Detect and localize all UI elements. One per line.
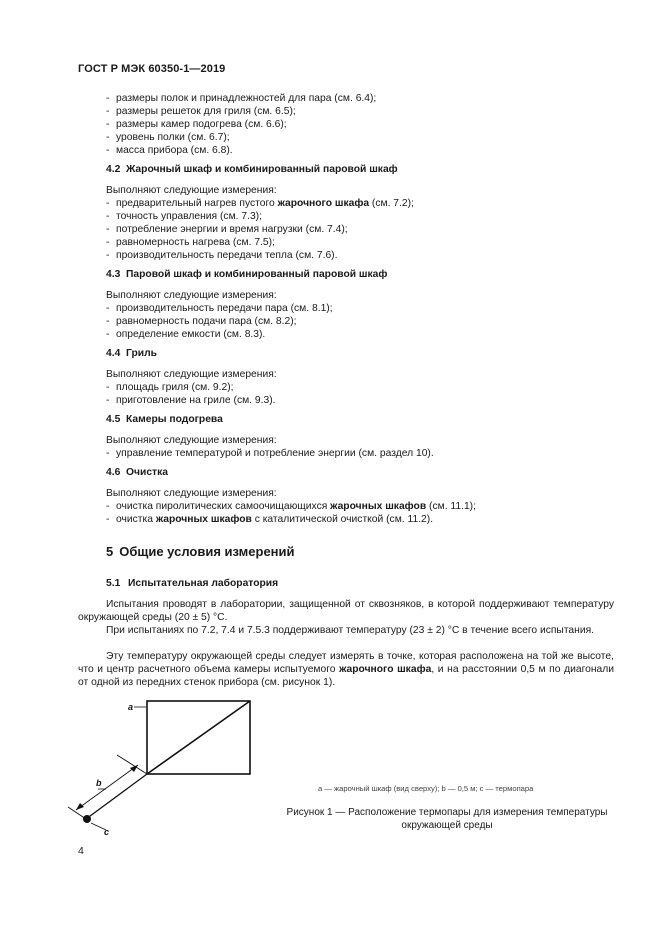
list-item: - потребление энергии и время нагрузки (см. 7.4); <box>106 224 348 235</box>
oven-diagonal <box>147 701 250 774</box>
list-item: - уровень полки (см. 6.7); <box>106 132 230 143</box>
section-heading-4-6: 4.6 Очистка <box>106 467 168 478</box>
page-number: 4 <box>78 845 84 857</box>
paragraph-measurement-point: Эту температуру окружающей среды следует измерять в точке, которая расположена на той же высоте, что и центр расчетного объема камеры испытуемого жарочного шкафа, и на расстоянии 0,5 м по диагонали от одной из передних стенок прибора (см. рисунок 1). <box>78 651 615 688</box>
thermocouple-point <box>83 815 91 823</box>
section-intro: Выполняют следующие измерения: <box>106 290 277 301</box>
list-item: - предварительный нагрев пустого жарочного шкафа (см. 7.2); <box>106 198 414 209</box>
list-item: - точность управления (см. 7.3); <box>106 211 262 222</box>
list-item: - производительность передачи пара (см. 8.1); <box>106 303 333 314</box>
list-item: - определение емкости (см. 8.3). <box>106 329 266 340</box>
measurements-content <box>106 92 606 526</box>
section-heading-5: 5 Общие условия измерений <box>106 544 295 559</box>
list-item: - размеры полок и принадлежностей для пара (см. 6.4); <box>106 93 377 104</box>
list-item: - управление температурой и потребление энергии (см. раздел 10). <box>106 448 434 459</box>
section-heading-4-4: 4.4 Гриль <box>106 348 157 359</box>
figure-label-b: b <box>96 778 102 788</box>
list-item: - равномерность подачи пара (см. 8.2); <box>106 316 297 327</box>
figure-label-c: c <box>104 827 110 837</box>
section-heading-4-3: 4.3 Паровой шкаф и комбинированный паровой шкаф <box>106 269 388 280</box>
figure-legend: a — жарочный шкаф (вид сверху); b — 0,5 м; c — термопара <box>318 784 534 793</box>
figure-caption: Рисунок 1 — Расположение термопары для измерения температуры окружающей среды <box>286 807 608 831</box>
dimension-arrow-bottom <box>76 803 84 810</box>
paragraph-test-temperature: При испытаниях по 7.2, 7.4 и 7.5.3 поддерживают температуру (23 ± 2) °С в течение всего испытания. <box>106 625 595 636</box>
list-item: - производительность передачи тепла (см. 7.6). <box>106 250 338 261</box>
list-item: - очистка пиролитических самоочищающихся жарочных шкафов (см. 11.1); <box>106 501 476 512</box>
section-heading-5-1: 5.1 Испытательная лаборатория <box>106 578 279 589</box>
list-item: - размеры камер подогрева (см. 6.6); <box>106 119 287 130</box>
list-item: - масса прибора (см. 6.8). <box>106 145 233 156</box>
list-item: - размеры решеток для гриля (см. 6.5); <box>106 106 296 117</box>
section-heading-4-2: 4.2 Жарочный шкаф и комбинированный паровой шкаф <box>106 164 398 175</box>
list-item: - площадь гриля (см. 9.2); <box>106 382 234 393</box>
list-4-1-tail <box>106 92 606 157</box>
thermocouple-position-figure <box>60 695 260 840</box>
section-intro: Выполняют следующие измерения: <box>106 185 277 196</box>
section-intro: Выполняют следующие измерения: <box>106 488 277 499</box>
extension-line-top <box>117 755 147 774</box>
section-intro: Выполняют следующие измерения: <box>106 369 277 380</box>
list-item: - равномерность нагрева (см. 7.5); <box>106 237 275 248</box>
list-item: - приготовление на гриле (см. 9.3). <box>106 395 276 406</box>
document-header: ГОСТ Р МЭК 60350-1—2019 <box>78 63 226 75</box>
section-heading-4-5: 4.5 Камеры подогрева <box>106 414 223 425</box>
paragraph-lab-temperature: Испытания проводят в лаборатории, защищенной от сквозняков, в которой поддерживают температуру окружающей среды (20 ± 5) °С. <box>78 599 614 623</box>
list-item: - очистка жарочных шкафов с каталитической очисткой (см. 11.2). <box>106 514 434 525</box>
figure-label-a: a <box>128 702 134 712</box>
section-intro: Выполняют следующие измерения: <box>106 435 277 446</box>
